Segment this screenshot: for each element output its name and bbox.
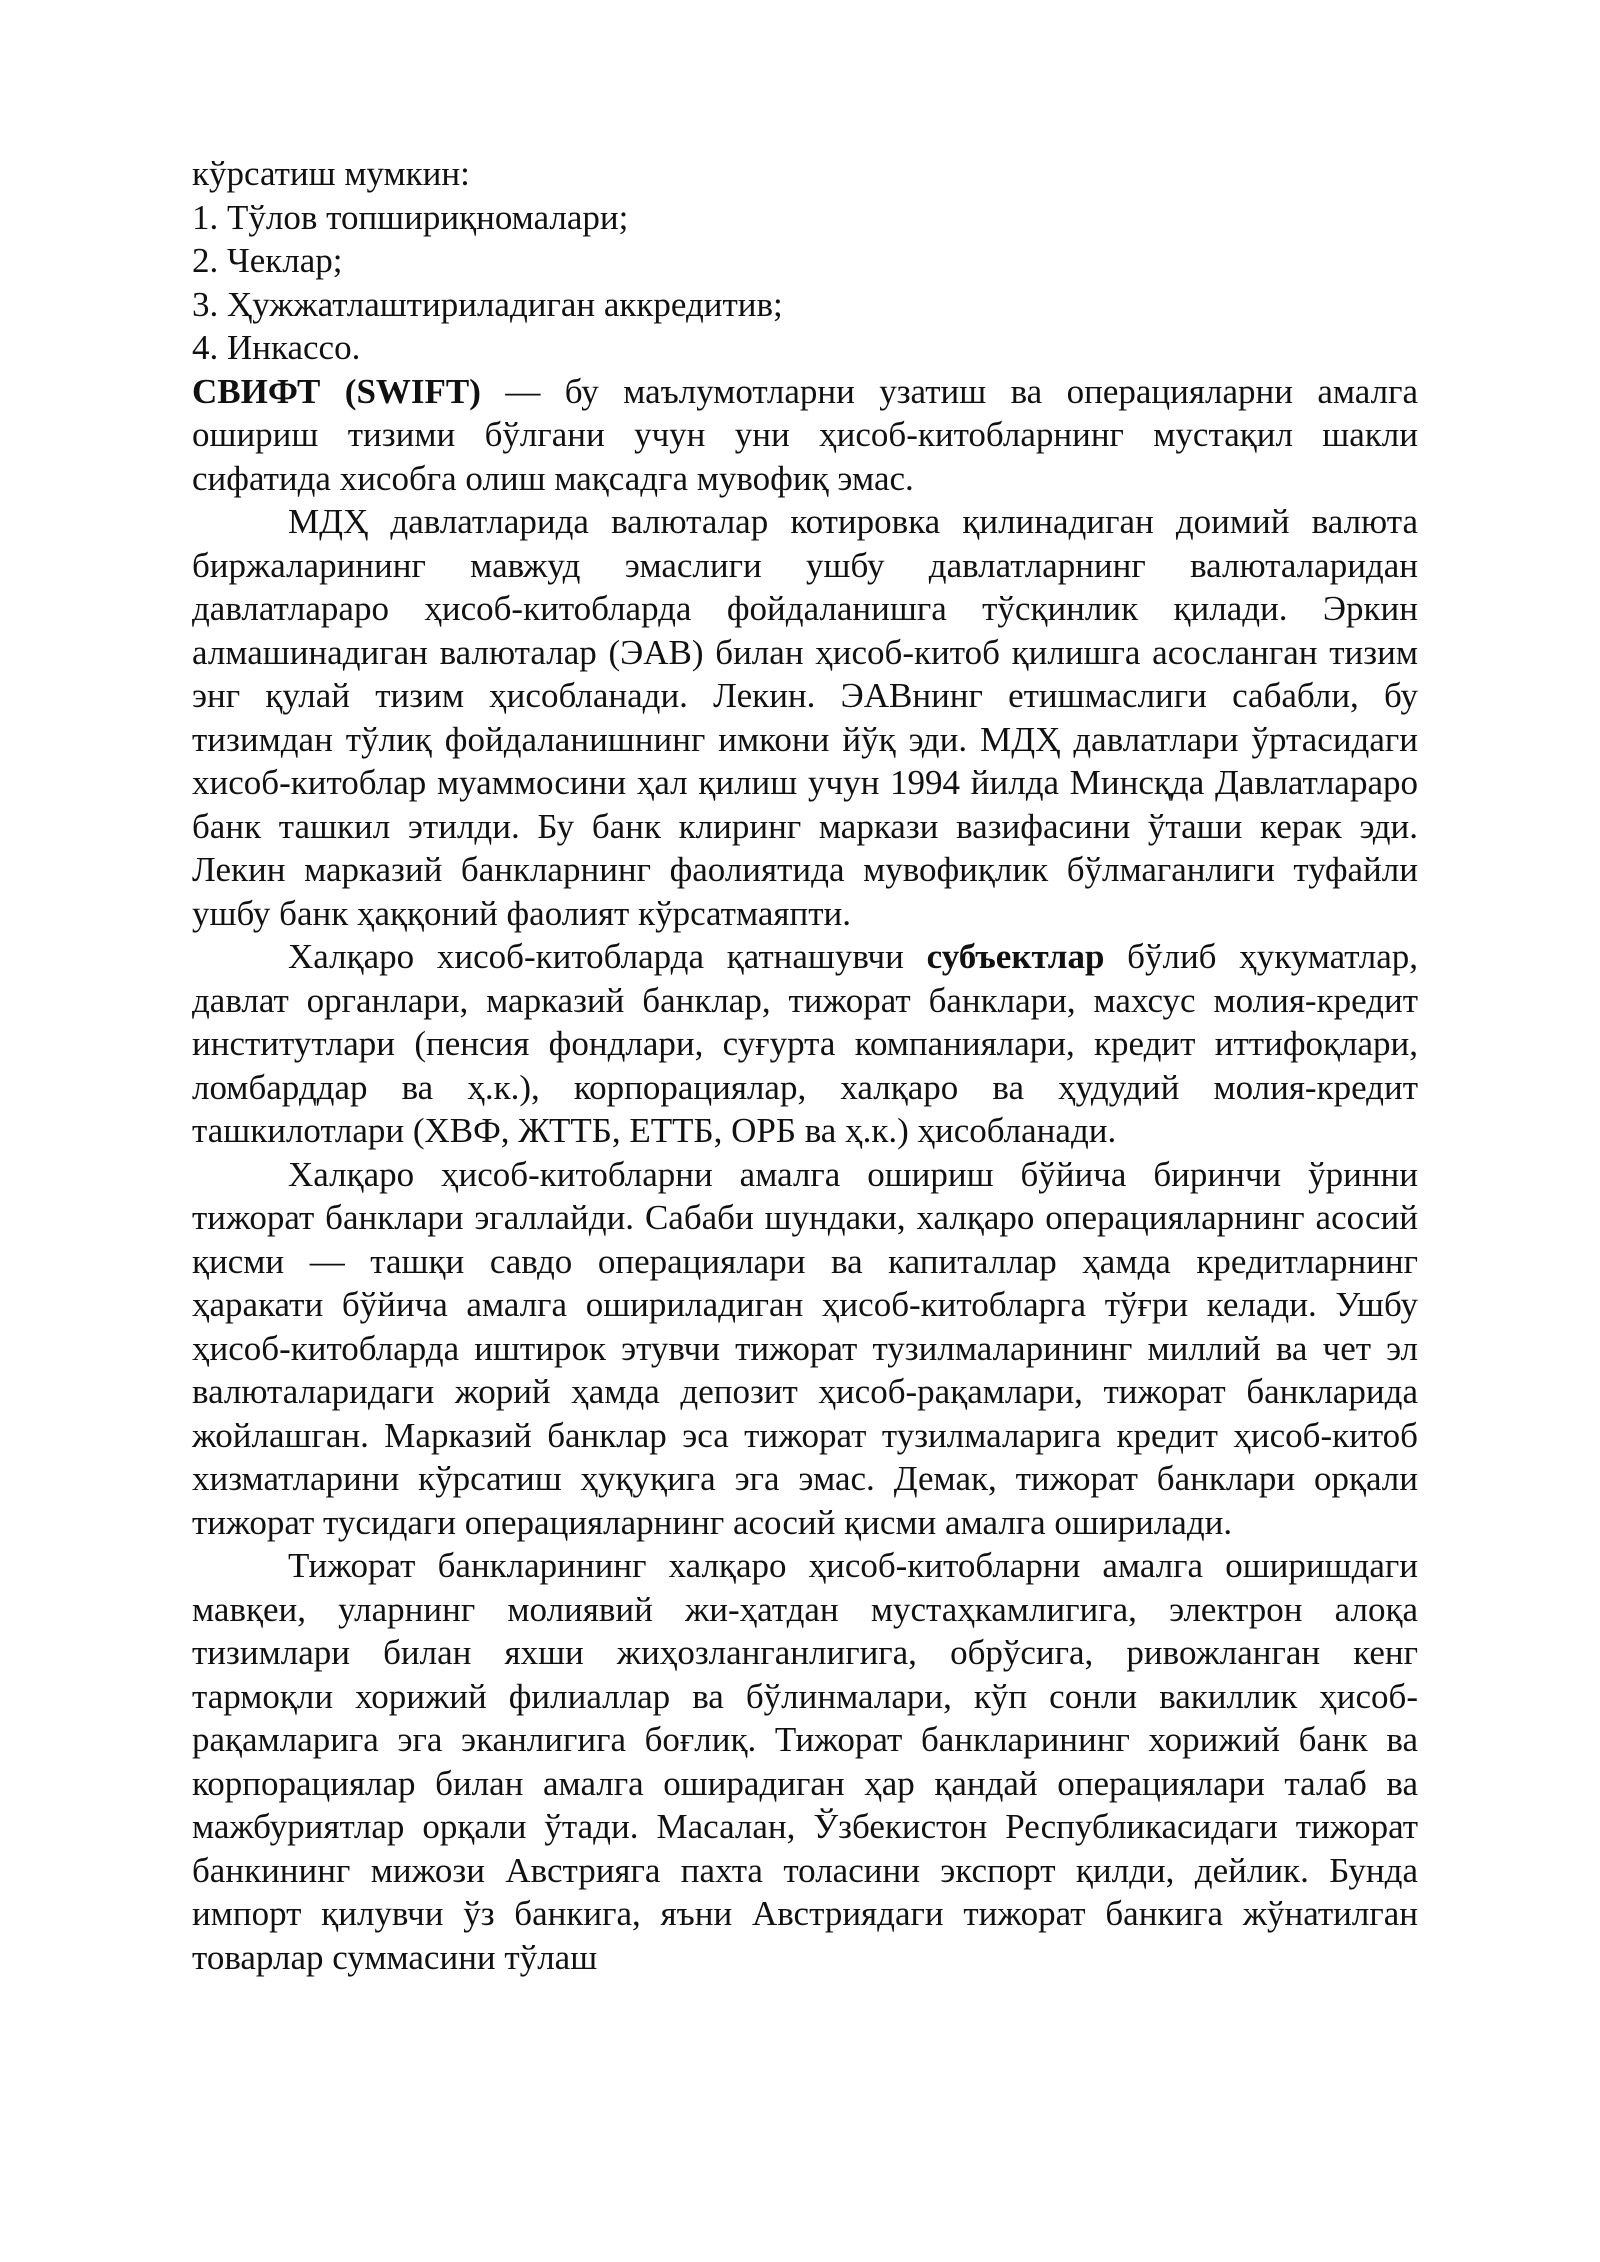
intro-line: кўрсатиш мумкин: <box>192 154 470 193</box>
document-page <box>192 152 1418 1979</box>
paragraph-commercial-banks: Халқаро ҳисоб-китобларни амалга ошириш бўйича биринчи ўринни тижорат банклари эгаллайди. Сабаби шундаки, халқаро операцияларнинг асосий қисми — ташқи савдо операциялари ва капиталлар ҳамда кредитларнинг ҳаракати бўйича амалга ошириладиган ҳисоб-китобларга тўғри келади. Ушбу ҳисоб-китобларда иштирок этувчи тижорат тузилмаларининг миллий ва чет эл валюталаридаги жорий ҳамда депозит ҳисоб-рақамлари, тижорат банкларида жойлашган. Марказий банклар эса тижорат тузилмаларига кредит ҳисоб-китоб хизматларини кўрсатиш ҳуқуқига эга эмас. Демак, тижорат банклари орқали тижорат тусидаги операцияларнинг асосий қисми амалга оширилади. <box>192 1154 1418 1542</box>
subjects-after: бўлиб ҳукуматлар, давлат органлари, марказий банклар, тижорат банклари, махсус молия-кредит институтлари (пенсия фондлари, суғурта компаниялари, кредит иттифоқлари, ломбарддар ва ҳ.к.), корпорациялар, халқаро ва ҳудудий молия-кредит ташкилотлари (ХВФ, ЖТТБ, ЕТТБ, ОРБ ва ҳ.к.) ҳисобланади. <box>192 937 1418 1150</box>
list-item-4: 4. Инкассо. <box>192 328 361 367</box>
subjects-before: Халқаро хисоб-китобларда қатнашувчи <box>288 937 927 976</box>
swift-term: СВИФТ (SWIFT) <box>192 371 481 411</box>
paragraph-subjects <box>192 935 1418 1153</box>
paragraph-banks-role: Тижорат банкларининг халқаро ҳисоб-китобларни амалга оширишдаги мавқеи, уларнинг молиявий жи-ҳатдан мустаҳкамлигига, электрон алоқа тизимлари билан яхши жиҳозланганлигига, обрўсига, ривожланган кенг тармоқли хорижий филиаллар ва бўлинмалари, кўп сонли вакиллик ҳисоб-рақамларига эга эканлигига боғлиқ. Тижорат банкларининг хорижий банк ва корпорациялар билан амалга оширадиган ҳар қандай операциялари талаб ва мажбуриятлар орқали ўтади. Масалан, Ўзбекистон Республикасидаги тижорат банкининг мижози Австрияга пахта толасини экспорт қилди, дейлик. Бунда импорт қилувчи ўз банкига, яъни Австриядаги тижорат банкига жўнатилган товарлар суммасини тўлаш <box>192 1546 1418 1977</box>
paragraph-swift <box>192 370 1418 501</box>
list-item-3: 3. Ҳужжатлаштириладиган аккредитив; <box>192 284 783 324</box>
subjects-term: субъектлар <box>926 937 1105 976</box>
paragraph-cis-currencies: МДҲ давлатларида валюталар котировка қилинадиган доимий валюта биржаларининг мавжуд эмаслиги ушбу давлатларнинг валюталаридан давлатлараро ҳисоб-китобларда фойдаланишга тўсқинлик қилади. Эркин алмашинадиган валюталар (ЭАВ) билан ҳисоб-китоб қилишга асосланган тизим энг қулай тизим ҳисобланади. Лекин. ЭАВнинг етишмаслиги сабабли, бу тизимдан тўлиқ фойдаланишнинг имкони йўқ эди. МДҲ давлатлари ўртасидаги хисоб-китоблар муаммосини ҳал қилиш учун 1994 йилда Минсқда Давлатлараро банк ташкил этилди. Бу банк клиринг маркази вазифасини ўташи керак эди. Лекин марказий банкларнинг фаолиятида мувофиқлик бўлмаганлиги туфайли ушбу банк ҳаққоний фаолият кўрсатмаяпти. <box>192 502 1418 933</box>
swift-text: — бу маълумотларни узатиш ва операцияларни амалга ошириш тизими бўлгани учун уни ҳисоб-китобларнинг мустақил шакли сифатида хисобга олиш мақсадга мувофиқ эмас. <box>192 371 1419 498</box>
list-item-1: 1. Тўлов топшириқномалари; <box>192 197 629 237</box>
list-item-2: 2. Чеклар; <box>192 241 343 280</box>
